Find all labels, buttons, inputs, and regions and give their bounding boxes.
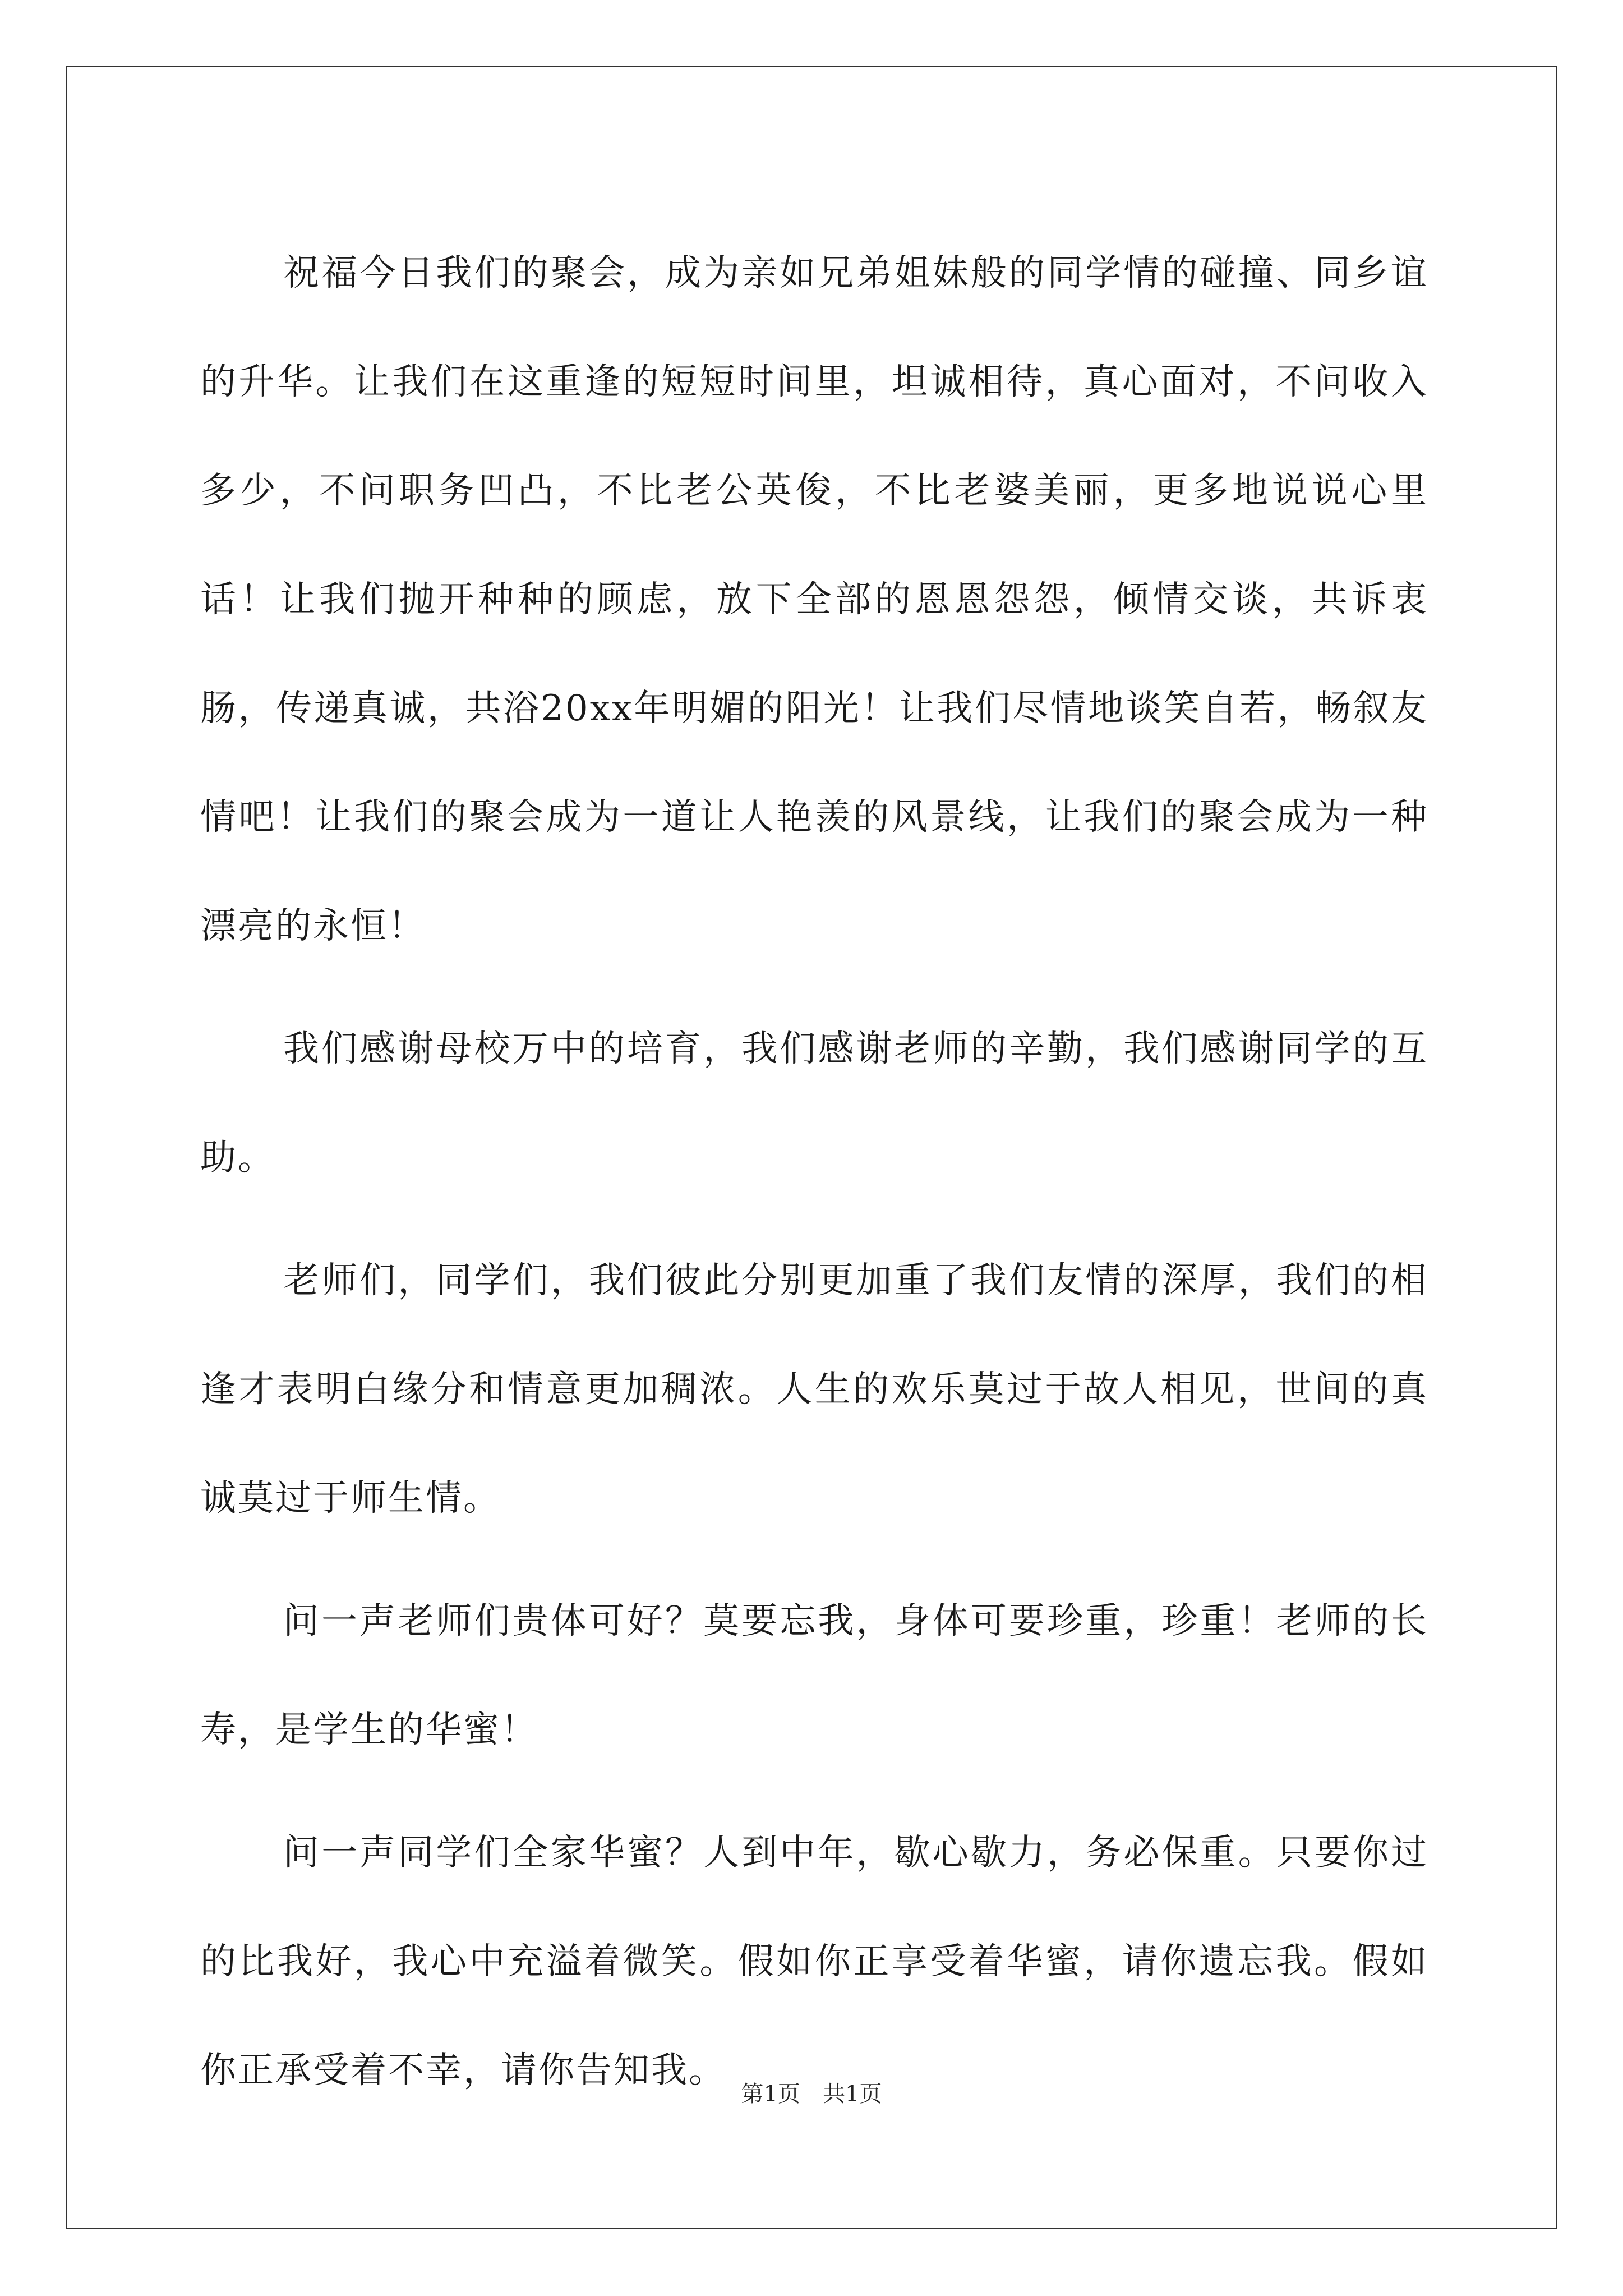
paragraph-4: 问一声老师们贵体可好？莫要忘我，身体可要珍重，珍重！老师的长寿，是学生的华蜜！ <box>200 1600 1428 1751</box>
paragraph-5: 问一声同学们全家华蜜？人到中年，歇心歇力，务必保重。只要你过的比我好，我心中充溢着微笑。假如你正享受着华蜜，请你遗忘我。假如你正承受着不幸，请你告知我。 <box>200 1832 1428 2091</box>
document-body <box>200 219 1428 2139</box>
page-footer: 第1页 共1页 <box>741 2081 882 2107</box>
paragraph-2: 我们感谢母校万中的培育，我们感谢老师的辛勤，我们感谢同学的互助。 <box>200 1028 1428 1179</box>
paragraph-1: 祝福今日我们的聚会，成为亲如兄弟姐妹般的同学情的碰撞、同乡谊的升华。让我们在这重逢的短短时间里，坦诚相待，真心面对，不问收入多少，不问职务凹凸，不比老公英俊，不比老婆美丽，更多地说说心里话！让我们抛开种种的顾虑，放下全部的恩恩怨怨，倾情交谈，共诉衷肠，传递真诚，共浴20xx年明媚的阳光！让我们尽情地谈笑自若，畅叙友情吧！让我们的聚会成为一道让人艳羡的风景线，让我们的聚会成为一种漂亮的永恒！ <box>200 252 1428 947</box>
paragraph-3: 老师们，同学们，我们彼此分别更加重了我们友情的深厚，我们的相逢才表明白缘分和情意更加稠浓。人生的欢乐莫过于故人相见，世间的真诚莫过于师生情。 <box>200 1260 1428 1519</box>
